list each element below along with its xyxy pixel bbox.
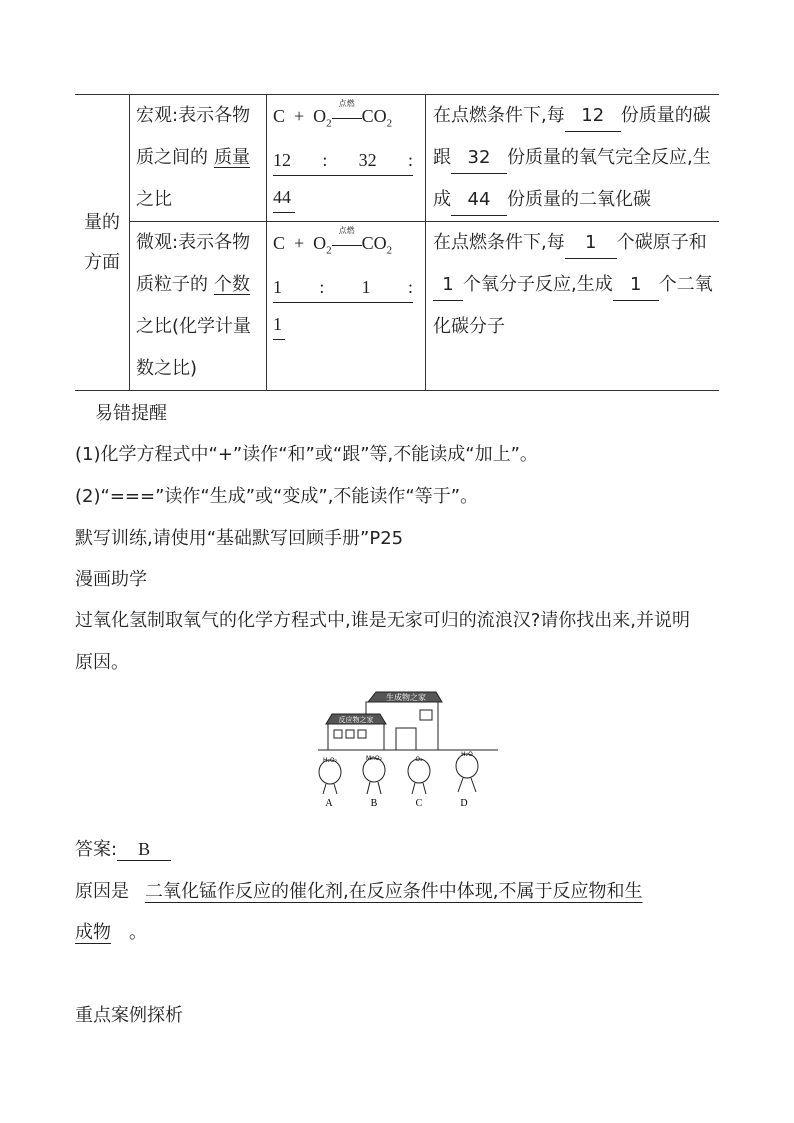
ratio-co2: 1 (273, 309, 285, 340)
char-label-d: H₂O (461, 751, 473, 758)
answer-label: 答案: (75, 839, 118, 860)
answer-line (75, 835, 171, 861)
micro-equation: $C + O_2$ 点燃 $CO_2$ (273, 225, 393, 257)
tip-item-2: (2)“===”读作“生成”或“变成”,不能读作“等于”。 (75, 486, 479, 507)
expl-mid-2: 个氧分子反应,生成 (463, 274, 613, 295)
micro-equation-cell (267, 222, 426, 391)
char-label-c: O₂ (415, 756, 423, 763)
ratio-c: 1 (273, 276, 282, 297)
char-letter-a: A (325, 798, 333, 809)
comic-question-line1: 过氧化氢制取氧气的化学方程式中,谁是无家可归的流浪汉?请你找出来,并说明 (75, 610, 690, 631)
micro-desc-cell (130, 222, 267, 391)
answer-value: B (117, 838, 171, 861)
reaction-arrow (332, 98, 362, 125)
macro-ratio-line1: 12 : 32 : (273, 145, 413, 176)
reason-text-1: 二氧化锰作反应的催化剂,在反应条件中体现,不属于反应物和生 (145, 881, 643, 902)
expl-post: 个二氧化碳分子 (433, 274, 713, 337)
ratio-o2: 32 (358, 149, 377, 170)
macro-explain-cell (426, 95, 720, 222)
reason-line2 (75, 918, 147, 944)
char-label-b: MnO₂ (365, 755, 383, 762)
macro-desc-blank: 质量 (214, 147, 250, 168)
ratio-co2: 44 (273, 182, 295, 213)
expl-pre: 在点燃条件下,每 (433, 105, 565, 126)
tip-item-1: (1)化学方程式中“+”读作“和”或“跟”等,不能读成“加上”。 (75, 444, 538, 465)
character-a (319, 757, 341, 809)
reactant-house (326, 714, 386, 750)
expl-blank-3: 1 (613, 270, 659, 301)
expl-mid-2: 份质量的氧气完全反应,生成 (433, 147, 711, 210)
macro-equation: $C + O_2$ 点燃 $CO_2$ (273, 98, 393, 130)
reason-end: 。 (129, 922, 147, 943)
group-label: 量的方面 (84, 211, 120, 273)
macro-desc-post: 之比 (136, 189, 172, 210)
practice-note: 默写训练,请使用“基础默写回顾手册”P25 (75, 528, 404, 549)
micro-desc-pre: 微观:表示各物质粒子的 (136, 232, 251, 295)
reason-label: 原因是 (75, 881, 129, 902)
expl-blank-1: 1 (565, 228, 617, 259)
eq-condition: 点燃 (338, 98, 355, 108)
micro-desc-blank: 个数 (214, 274, 250, 295)
char-letter-b: B (370, 798, 378, 809)
micro-desc-post: 之比(化学计量数之比) (136, 316, 252, 379)
reaction-arrow (332, 225, 362, 252)
eq-right: CO (361, 106, 387, 126)
micro-ratio-line1: 1 : 1 : (273, 272, 413, 303)
ratio-c: 12 (273, 149, 291, 170)
character-b (363, 755, 385, 809)
macro-equation-cell (267, 95, 426, 222)
char-letter-d: D (460, 798, 468, 809)
comic-title: 漫画助学 (75, 569, 147, 590)
expl-mid-1: 个碳原子和 (616, 232, 707, 253)
eq-condition: 点燃 (338, 225, 355, 235)
group-label-cell (75, 95, 130, 391)
expl-blank-3: 44 (451, 185, 507, 216)
expl-pre: 在点燃条件下,每 (433, 232, 565, 253)
micro-explain-cell (426, 222, 720, 391)
reason-text-2: 成物 (75, 922, 111, 943)
reason-line1 (75, 877, 642, 903)
expl-blank-1: 12 (565, 101, 621, 132)
quantity-table (75, 94, 719, 391)
ratio-o2: 1 (361, 276, 371, 297)
character-c (408, 756, 430, 809)
eq-left: C + O (273, 106, 327, 126)
expl-blank-2: 32 (451, 143, 507, 174)
macro-desc-pre: 宏观:表示各物质之间的 (136, 105, 251, 168)
character-d (456, 751, 478, 809)
eq-left: C + O (273, 233, 327, 253)
expl-blank-2: 1 (433, 270, 463, 301)
expl-post: 份质量的二氧化碳 (507, 189, 651, 210)
comic-illustration (318, 688, 498, 813)
reactant-house-label: 反应物之家 (338, 716, 374, 724)
expl-mid-1: 份质量的碳跟 (433, 105, 711, 168)
tips-title: 易错提醒 (95, 403, 167, 424)
section-title: 重点案例探析 (75, 1005, 183, 1026)
product-house-label: 生成物之家 (386, 693, 426, 702)
comic-question-line2: 原因。 (75, 652, 129, 673)
eq-right: CO (361, 233, 387, 253)
macro-desc-cell (130, 95, 267, 222)
char-letter-c: C (415, 798, 423, 809)
char-label-a: H₂O₂ (322, 757, 338, 764)
